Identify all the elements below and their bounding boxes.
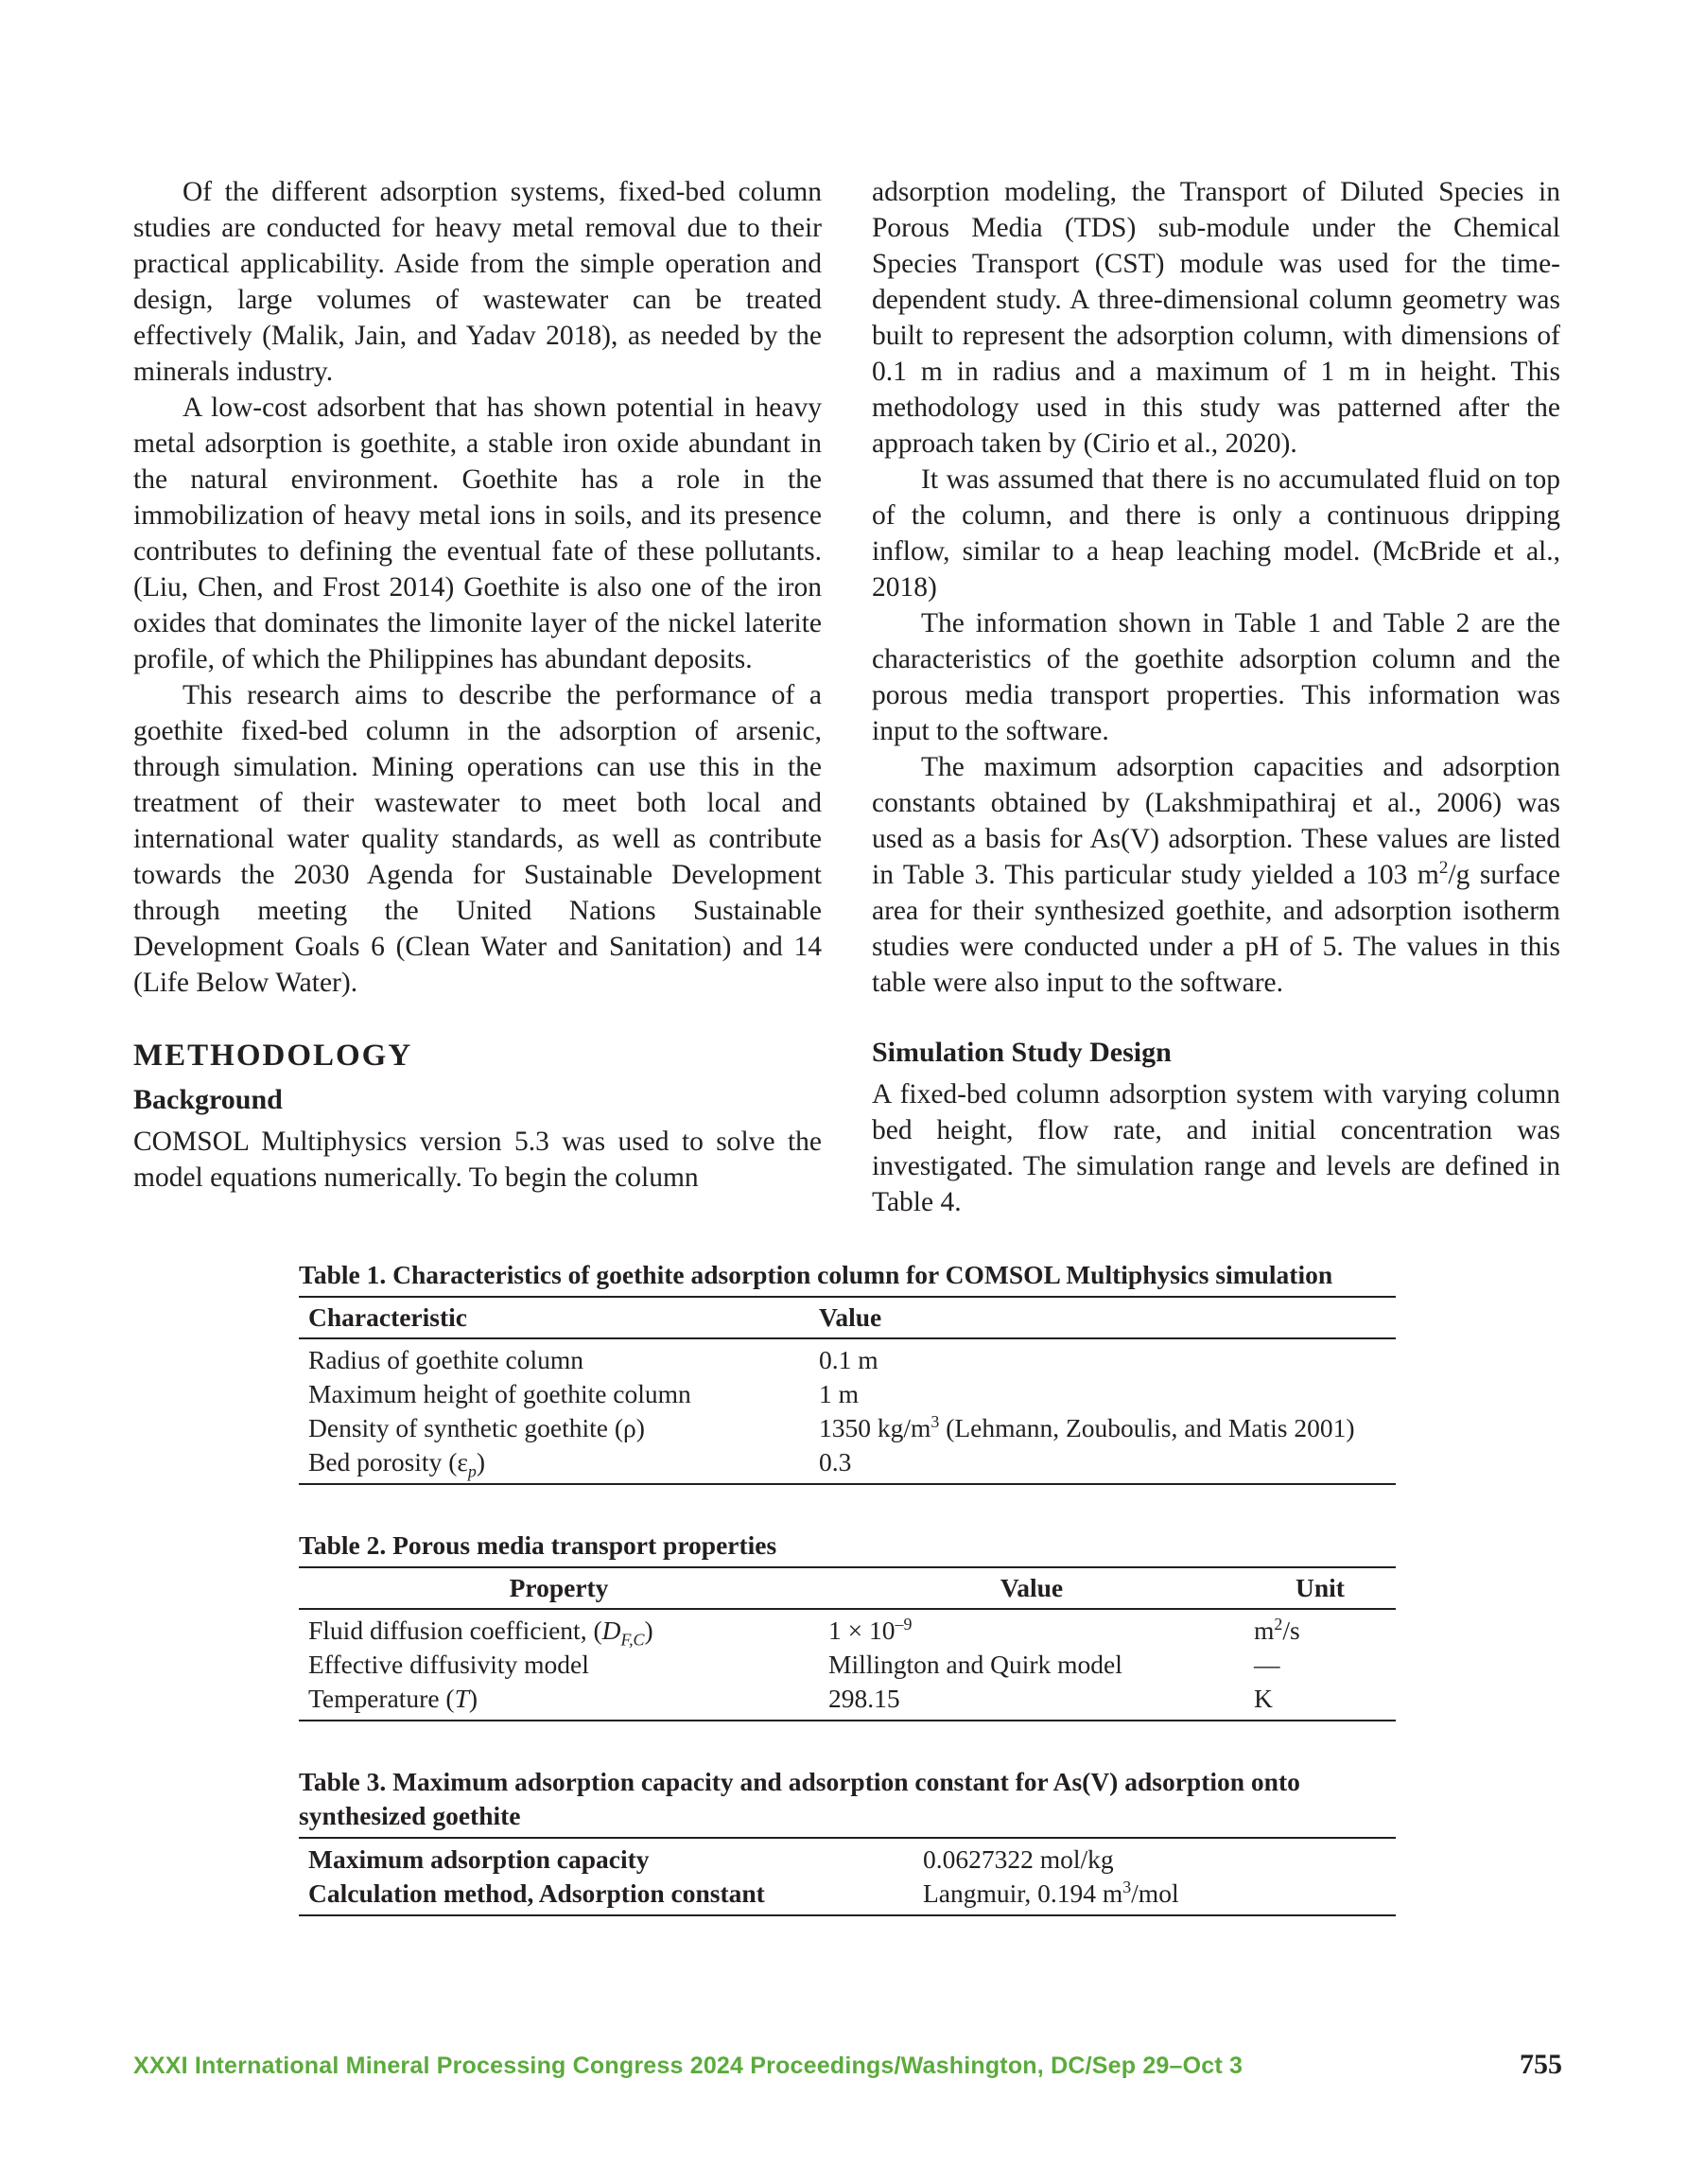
left-column — [133, 174, 822, 1196]
table-2-caption: Table 2. Porous media transport properties — [299, 1530, 777, 1560]
table-cell: Millington and Quirk model — [828, 1650, 1122, 1679]
table-cell: Bed porosity $(\varepsilon_p)$ — [308, 1447, 486, 1481]
table-row — [299, 1877, 1396, 1915]
table-2 — [299, 1566, 1396, 1721]
page-number: 755 — [1520, 2049, 1562, 2080]
right-paragraph-3: The information shown in Table 1 and Table 2 are the characteristics of the goethite adsorption column and the porous media transport properties. This information was input to the software. — [872, 608, 1560, 746]
table-row — [299, 1838, 1396, 1877]
table-cell: 0.0627322 mol/kg — [923, 1844, 1114, 1874]
table-cell: Calculation method, Adsorption constant — [308, 1878, 765, 1908]
table-cell: Maximum adsorption capacity — [308, 1844, 650, 1874]
right-paragraph-1: adsorption modeling, the Transport of Diluted Species in Porous Media (TDS) sub-module under the Chemical Species Transport (CST) module was used for the time-dependent study. A three-dimensional column geometry was built to represent the adsorption column, with dimensions of 0.1 m in radius and a maximum of 1 m in height. This methodology used in this study was patterned after the approach taken by (Cirio et al., 2020). — [872, 177, 1560, 459]
table-row — [299, 1377, 1396, 1411]
table-row — [299, 1445, 1396, 1484]
page-footer — [133, 2049, 1562, 2087]
table-header-row — [299, 1567, 1396, 1609]
table-cell: 298.15 — [828, 1684, 900, 1713]
table-3-caption: Table 3. Maximum adsorption capacity and adsorption constant for As(V) adsorption onto synthesized goethite — [299, 1767, 1300, 1830]
table-cell: Density of synthetic goethite (ρ) — [308, 1413, 645, 1442]
tables-area — [299, 1258, 1396, 1960]
subheading-simulation-study-design: Simulation Study Design — [872, 1037, 1172, 1068]
table-cell: $1 \times 10^{-9}$ — [828, 1614, 913, 1645]
table-3 — [299, 1837, 1396, 1916]
table-cell: 1350 $kg/m^3$ (Lehmann, Zouboulis, and Matis 2001) — [819, 1411, 1355, 1442]
subheading-background: Background — [133, 1084, 283, 1115]
table-cell: Effective diffusivity model — [308, 1650, 589, 1679]
left-paragraph-4: COMSOL Multiphysics version 5.3 was used to solve the model equations numerically. To begin the column — [133, 1127, 822, 1193]
right-column — [872, 174, 1560, 1220]
left-paragraph-3: This research aims to describe the performance of a goethite fixed-bed column in the adsorption of arsenic, through simulation. Mining operations can use this in the treatment of their wastewater to meet both local and international water quality standards, as well as contribute towards the 2030 Agenda for Sustainable Development through meeting the United Nations Sustainable Development Goals 6 (Clean Water and Sanitation) and 14 (Life Below Water). — [133, 680, 822, 998]
column-header: Characteristic — [299, 1297, 809, 1338]
table-cell: 0.3 — [819, 1447, 852, 1476]
table-row — [299, 1411, 1396, 1445]
right-paragraph-4: The maximum adsorption capacities and adsorption constants obtained by (Lakshmipathiraj et al., 2006) was used as a basis for As(V) adsorption. These values are listed in Table 3. This particular study yielded a 103 $m^2/g$ surface area for their synthesized goethite, and adsorption isotherm studies were conducted under a pH of 5. The values in this table were also input to the software. — [872, 752, 1560, 998]
column-header: Value — [819, 1567, 1244, 1609]
table-1 — [299, 1296, 1396, 1485]
column-header: Property — [299, 1567, 819, 1609]
table-cell: 1 m — [819, 1379, 860, 1408]
section-heading-methodology: METHODOLOGY — [133, 1039, 413, 1073]
table-cell: Maximum height of goethite column — [308, 1379, 691, 1408]
table-cell: — — [1254, 1650, 1280, 1679]
column-header: Unit — [1244, 1567, 1396, 1609]
right-paragraph-2: It was assumed that there is no accumulated fluid on top of the column, and there is only a continuous dripping inflow, similar to a heap leaching model. (McBride et al., 2018) — [872, 464, 1560, 603]
footer-conference-title: XXXI International Mineral Processing Congress 2024 Proceedings/Washington, DC/Sep 29–Oct 3 — [133, 2053, 1244, 2079]
table-row — [299, 1609, 1396, 1648]
table-cell: $m^2/s$ — [1254, 1614, 1300, 1645]
table-row — [299, 1682, 1396, 1721]
table-cell: K — [1254, 1684, 1273, 1713]
table-cell: Fluid diffusion coefficient, $(D_{F,C})$ — [308, 1616, 653, 1650]
table-header-row — [299, 1297, 1396, 1338]
table-1-caption: Table 1. Characteristics of goethite adsorption column for COMSOL Multiphysics simulation — [299, 1260, 1333, 1289]
table-cell: 0.1 m — [819, 1345, 878, 1374]
table-cell: Langmuir, 0.194 $m^3$/mol — [923, 1877, 1179, 1908]
table-cell: Temperature (T) — [308, 1684, 478, 1713]
left-paragraph-2: A low-cost adsorbent that has shown potential in heavy metal adsorption is goethite, a stable iron oxide abundant in the natural environment. Goethite has a role in the immobilization of heavy metal ions in soils, and its presence contributes to defining the eventual fate of these pollutants. (Liu, Chen, and Frost 2014) Goethite is also one of the iron oxides that dominates the limonite layer of the nickel laterite profile, of which the Philippines has abundant deposits. — [133, 393, 822, 674]
table-row — [299, 1648, 1396, 1682]
table-cell: Radius of goethite column — [308, 1345, 583, 1374]
table-2-block — [299, 1529, 1396, 1721]
left-paragraph-1: Of the different adsorption systems, fixed-bed column studies are conducted for heavy metal removal due to their practical applicability. Aside from the simple operation and design, large volumes of wastewater can be treated effectively (Malik, Jain, and Yadav 2018), as needed by the minerals industry. — [133, 177, 822, 387]
table-row — [299, 1338, 1396, 1377]
table-1-block — [299, 1258, 1396, 1485]
column-header: Value — [809, 1297, 1396, 1338]
table-3-block — [299, 1765, 1396, 1916]
right-paragraph-5: A fixed-bed column adsorption system with varying column bed height, flow rate, and initial concentration was investigated. The simulation range and levels are defined in Table 4. — [872, 1079, 1560, 1217]
